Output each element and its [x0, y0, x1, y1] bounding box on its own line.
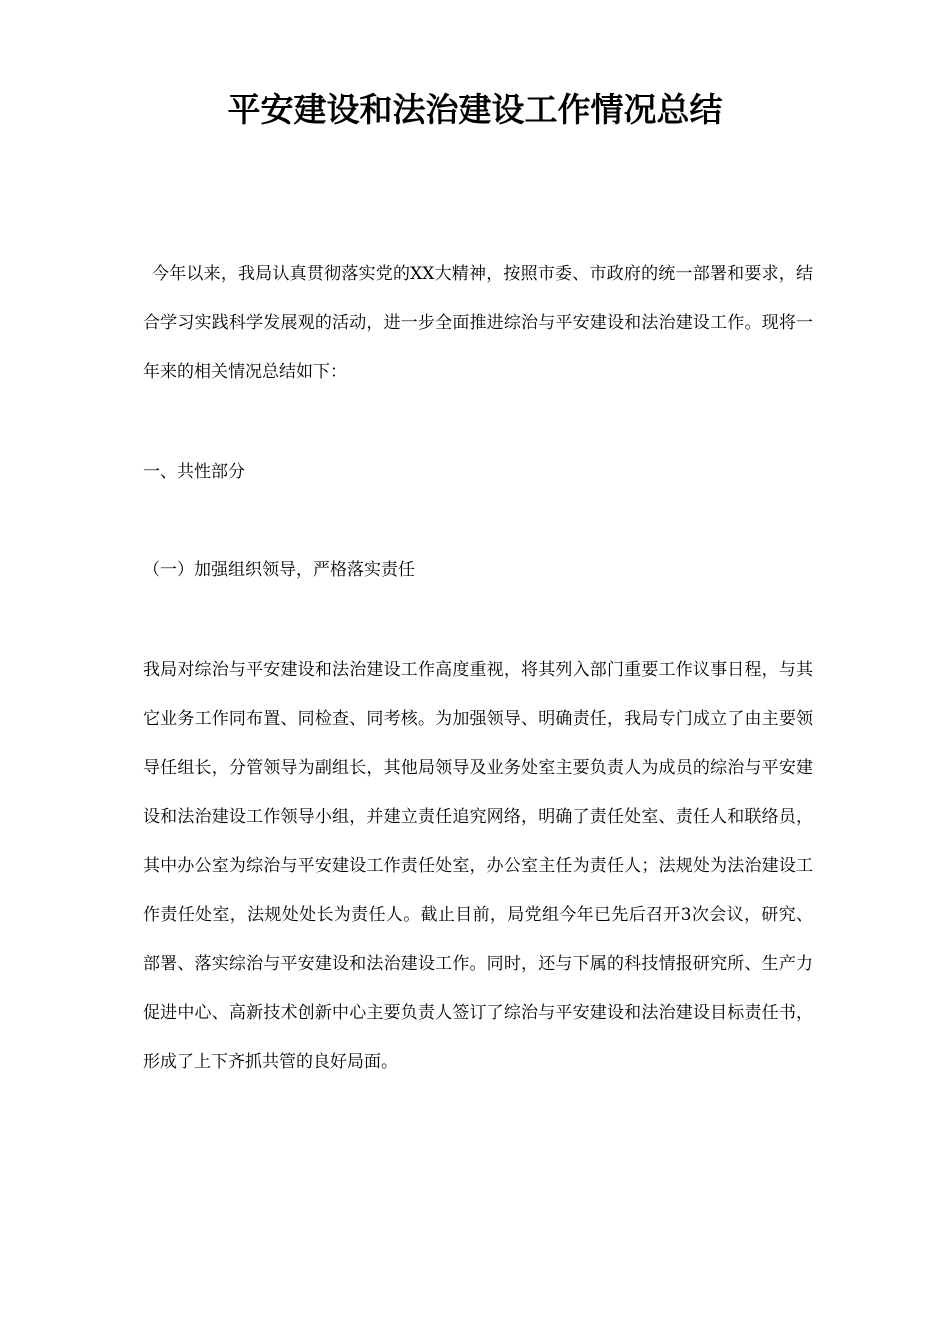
subsection-heading: （一）加强组织领导，严格落实责任 [143, 560, 415, 580]
section-heading: 一、共性部分 [143, 462, 245, 482]
intro-paragraph: 今年以来，我局认真贯彻落实党的XX大精神，按照市委、市政府的统一部署和要求，结合学习实践科学发展观的活动，进一步全面推进综治与平安建设和法治建设工作。现将一年来的相关情况总结如下： [143, 264, 813, 382]
document-title: 平安建设和法治建设工作情况总结 [227, 90, 723, 129]
body-paragraph: 我局对综治与平安建设和法治建设工作高度重视，将其列入部门重要工作议事日程，与其它业务工作同布置、同检查、同考核。为加强领导、明确责任，我局专门成立了由主要领导任组长，分管领导为副组长，其他局领导及业务处室主要负责人为成员的综治与平安建设和法治建设工作领导小组，并建立责任追究网络，明确了责任处室、责任人和联络员，其中办公室为综治与平安建设工作责任处室，办公室主任为责任人；法规处为法治建设工作责任处室，法规处处长为责任人。截止目前，局党组今年已先后召开3次会议，研究、部署、落实综治与平安建设和法治建设工作。同时，还与下属的科技情报研究所、生产力促进中心、高新技术创新中心主要负责人签订了综治与平安建设和法治建设目标责任书，形成了上下齐抓共管的良好局面。 [143, 660, 813, 1072]
